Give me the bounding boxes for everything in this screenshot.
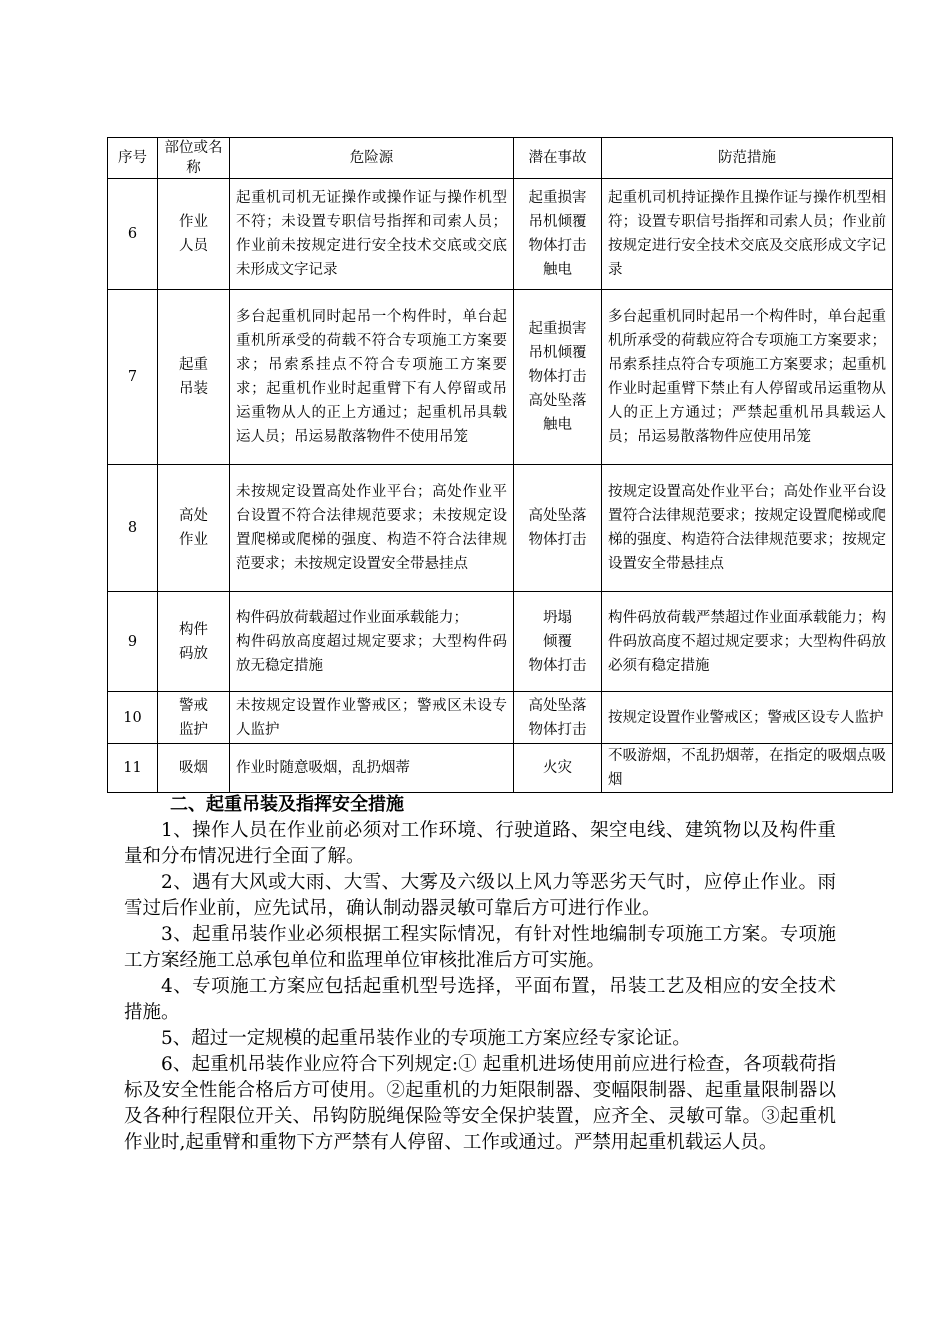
table-row (108, 179, 893, 290)
row-part: 作业 人员 (158, 179, 230, 290)
row-measure: 起重机司机持证操作且操作证与操作机型相符；设置专职信号指挥和司索人员；作业前按规定进行安全技术交底及交底形成文字记录 (602, 179, 893, 290)
row-accident: 高处坠落 物体打击 (514, 692, 602, 744)
paragraph: 6、起重机吊装作业应符合下列规定:① 起重机进场使用前应进行检查，各项载荷指标及安全性能合格后方可使用。②起重机的力矩限制器、变幅限制器、起重量限制器以及各种行程限位开关、吊钩防脱绳保险等安全保护装置，应齐全、灵敏可靠。③起重机作业时,起重臂和重物下方严禁有人停留、工作或通过。严禁用起重机载运人员。 (124, 1054, 836, 1153)
section-body (124, 818, 836, 1156)
table-row (108, 592, 893, 692)
row-accident: 起重损害 吊机倾覆 物体打击 高处坠落 触电 (514, 290, 602, 465)
row-part: 起重 吊装 (158, 290, 230, 465)
header-hazard: 危险源 (230, 138, 514, 179)
row-index: 10 (108, 692, 158, 744)
row-hazard: 未按规定设置高处作业平台；高处作业平台设置不符合法律规范要求；未按规定设置爬梯或爬梯的强度、构造不符合法律规范要求；未按规定设置安全带悬挂点 (230, 465, 514, 592)
hazard-table (107, 137, 893, 793)
table-row (108, 290, 893, 465)
row-hazard: 未按规定设置作业警戒区；警戒区未设专人监护 (230, 692, 514, 744)
row-index: 7 (108, 290, 158, 465)
row-accident: 火灾 (514, 744, 602, 793)
row-part: 高处 作业 (158, 465, 230, 592)
row-accident: 高处坠落 物体打击 (514, 465, 602, 592)
row-index: 8 (108, 465, 158, 592)
row-hazard: 多台起重机同时起吊一个构件时，单台起重机所承受的荷载不符合专项施工方案要求；吊索系挂点不符合专项施工方案要求；起重机作业时起重臂下有人停留或吊运重物从人的正上方通过；起重机吊具载运人员；吊运易散落物件不使用吊笼 (230, 290, 514, 465)
row-index: 11 (108, 744, 158, 793)
row-measure: 构件码放荷载严禁超过作业面承载能力；构件码放高度不超过规定要求；大型构件码放必须有稳定措施 (602, 592, 893, 692)
row-accident: 起重损害 吊机倾覆 物体打击 触电 (514, 179, 602, 290)
row-measure: 不吸游烟，不乱扔烟蒂，在指定的吸烟点吸烟 (602, 744, 893, 793)
row-measure: 多台起重机同时起吊一个构件时，单台起重机所承受的荷载应符合专项施工方案要求；吊索系挂点符合专项施工方案要求；起重机作业时起重臂下禁止有人停留或吊运重物从人的正上方通过；严禁起重机吊具载运人员；吊运易散落物件应使用吊笼 (602, 290, 893, 465)
row-index: 6 (108, 179, 158, 290)
row-measure: 按规定设置高处作业平台；高处作业平台设置符合法律规范要求；按规定设置爬梯或爬梯的强度、构造符合法律规范要求；按规定设置安全带悬挂点 (602, 465, 893, 592)
table-row (108, 465, 893, 592)
row-part: 警戒 监护 (158, 692, 230, 744)
row-index: 9 (108, 592, 158, 692)
paragraph: 3、起重吊装作业必须根据工程实际情况，有针对性地编制专项施工方案。专项施工方案经施工总承包单位和监理单位审核批准后方可实施。 (124, 924, 836, 971)
row-part: 构件 码放 (158, 592, 230, 692)
paragraph: 5、超过一定规模的起重吊装作业的专项施工方案应经专家论证。 (161, 1028, 691, 1049)
paragraph: 4、专项施工方案应包括起重机型号选择，平面布置，吊装工艺及相应的安全技术措施。 (124, 976, 836, 1023)
paragraph: 1、操作人员在作业前必须对工作环境、行驶道路、架空电线、建筑物以及构件重量和分布情况进行全面了解。 (124, 820, 836, 867)
section-heading: 二、起重吊装及指挥安全措施 (170, 794, 404, 815)
table-row (108, 692, 893, 744)
row-measure: 按规定设置作业警戒区；警戒区设专人监护 (602, 692, 893, 744)
row-part: 吸烟 (158, 744, 230, 793)
header-measure: 防范措施 (602, 138, 893, 179)
row-hazard: 作业时随意吸烟，乱扔烟蒂 (230, 744, 514, 793)
row-hazard: 构件码放荷载超过作业面承载能力； 构件码放高度超过规定要求；大型构件码放无稳定措施 (230, 592, 514, 692)
row-accident: 坍塌 倾覆 物体打击 (514, 592, 602, 692)
header-accident: 潜在事故 (514, 138, 602, 179)
header-index: 序号 (108, 138, 158, 179)
table-row (108, 744, 893, 793)
header-part: 部位或名称 (158, 138, 230, 179)
table-header-row (108, 138, 893, 179)
row-hazard: 起重机司机无证操作或操作证与操作机型不符；未设置专职信号指挥和司索人员；作业前未按规定进行安全技术交底或交底未形成文字记录 (230, 179, 514, 290)
paragraph: 2、遇有大风或大雨、大雪、大雾及六级以上风力等恶劣天气时，应停止作业。雨雪过后作业前，应先试吊，确认制动器灵敏可靠后方可进行作业。 (124, 872, 836, 919)
